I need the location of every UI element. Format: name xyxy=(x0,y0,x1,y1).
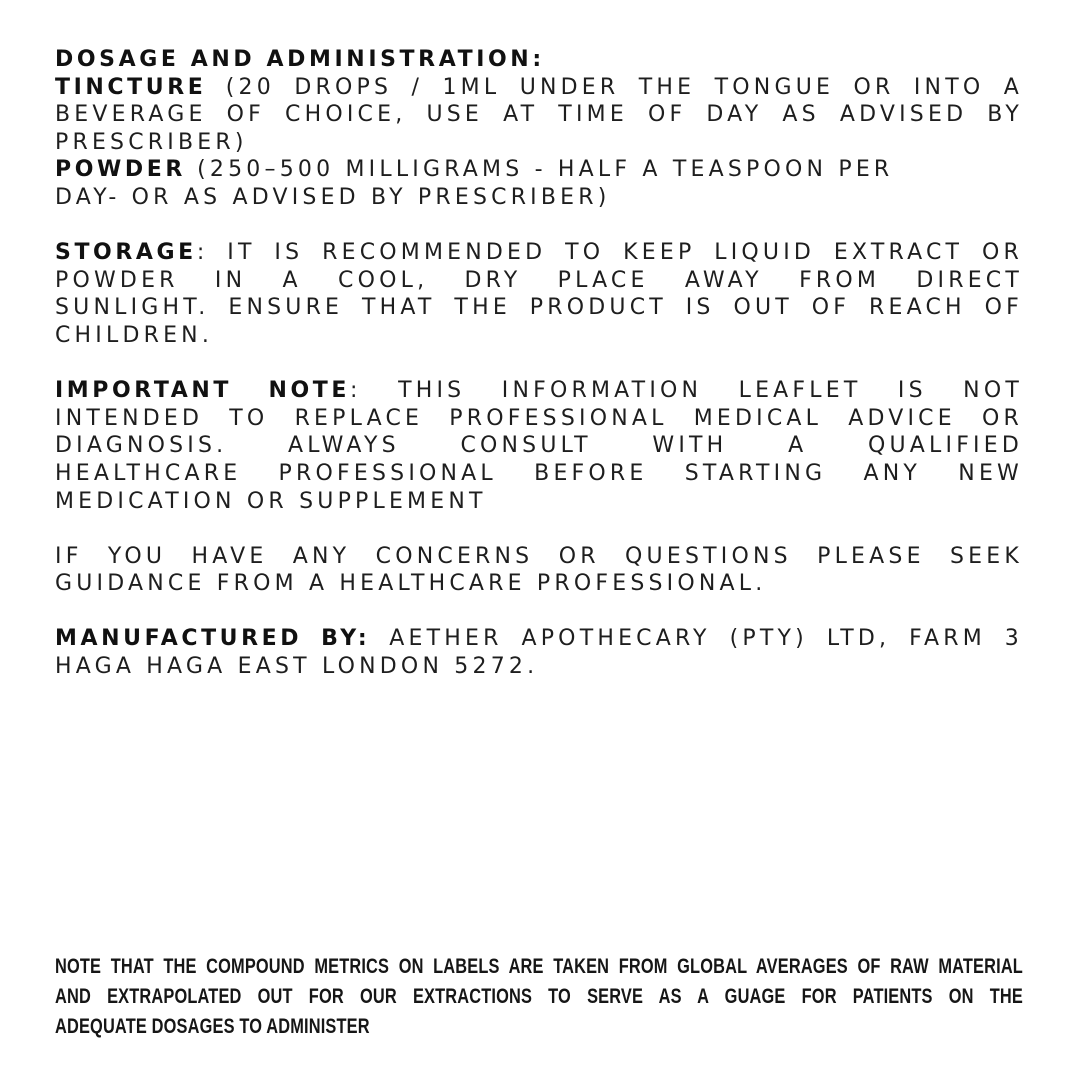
important-note-line-1 xyxy=(55,377,1023,405)
tincture-text-1: (20 DROPS / 1ML UNDER THE TONGUE OR INTO A xyxy=(206,74,1023,100)
footnote-line-3: ADEQUATE DOSAGES TO ADMINISTER xyxy=(55,1015,370,1038)
manufacturer-line-1 xyxy=(55,625,1023,653)
storage-label: STORAGE xyxy=(55,240,197,266)
concerns-section xyxy=(55,543,1023,598)
spacer xyxy=(55,212,1023,240)
spacer xyxy=(55,350,1023,378)
storage-line-1 xyxy=(55,239,1023,267)
spacer xyxy=(55,515,1023,543)
powder-label: POWDER xyxy=(55,157,186,183)
important-note-line-4: HEALTHCARE PROFESSIONAL BEFORE STARTING ANY NEW xyxy=(55,460,1023,486)
storage-section xyxy=(55,239,1023,349)
storage-line-4: CHILDREN. xyxy=(55,322,214,348)
important-note-line-3: DIAGNOSIS. ALWAYS CONSULT WITH A QUALIFIED xyxy=(55,433,1023,459)
powder-line-2: DAY- OR AS ADVISED BY PRESCRIBER) xyxy=(55,184,611,210)
important-note-section xyxy=(55,377,1023,515)
dosage-heading: DOSAGE AND ADMINISTRATION: xyxy=(55,47,545,72)
storage-line-2: POWDER IN A COOL, DRY PLACE AWAY FROM DIRECT xyxy=(55,267,1023,293)
spacer xyxy=(55,598,1023,626)
powder-line-1 xyxy=(55,156,1023,184)
footnote-line-2: AND EXTRAPOLATED OUT FOR OUR EXTRACTIONS TO SERVE AS A GUAGE FOR PATIENTS ON THE xyxy=(55,985,1023,1008)
important-note-line-2: INTENDED TO REPLACE PROFESSIONAL MEDICAL ADVICE OR xyxy=(55,405,1023,431)
dosage-section xyxy=(55,46,1023,212)
manufacturer-line-2: HAGA HAGA EAST LONDON 5272. xyxy=(55,654,539,680)
concerns-line-2: GUIDANCE FROM A HEALTHCARE PROFESSIONAL. xyxy=(55,571,767,597)
tincture-line-3: PRESCRIBER) xyxy=(55,129,248,155)
storage-text-1: : IT IS RECOMMENDED TO KEEP LIQUID EXTRACT OR xyxy=(196,240,1023,266)
storage-line-3: SUNLIGHT. ENSURE THAT THE PRODUCT IS OUT OF REACH OF xyxy=(55,295,1023,321)
tincture-label: TINCTURE xyxy=(55,74,207,100)
tincture-line-2: BEVERAGE OF CHOICE, USE AT TIME OF DAY AS ADVISED BY xyxy=(55,102,1023,128)
important-note-text-1: : THIS INFORMATION LEAFLET IS NOT xyxy=(350,378,1023,404)
information-leaflet xyxy=(55,46,1023,681)
manufacturer-text-1: AETHER APOTHECARY (PTY) LTD, FARM 3 xyxy=(370,626,1023,652)
concerns-line-1: IF YOU HAVE ANY CONCERNS OR QUESTIONS PLEASE SEEK xyxy=(55,543,1023,569)
manufacturer-section xyxy=(55,625,1023,680)
manufacturer-label: MANUFACTURED BY: xyxy=(55,626,371,652)
powder-text-1: (250–500 MILLIGRAMS - HALF A TEASPOON PER xyxy=(185,157,894,183)
footnote-line-1: NOTE THAT THE COMPOUND METRICS ON LABELS ARE TAKEN FROM GLOBAL AVERAGES OF RAW MATERIAL xyxy=(55,955,1023,978)
important-note-line-5: MEDICATION OR SUPPLEMENT xyxy=(55,488,487,514)
important-note-label: IMPORTANT NOTE xyxy=(55,378,351,404)
tincture-line-1 xyxy=(55,74,1023,102)
compound-metrics-footnote xyxy=(55,952,1023,1042)
